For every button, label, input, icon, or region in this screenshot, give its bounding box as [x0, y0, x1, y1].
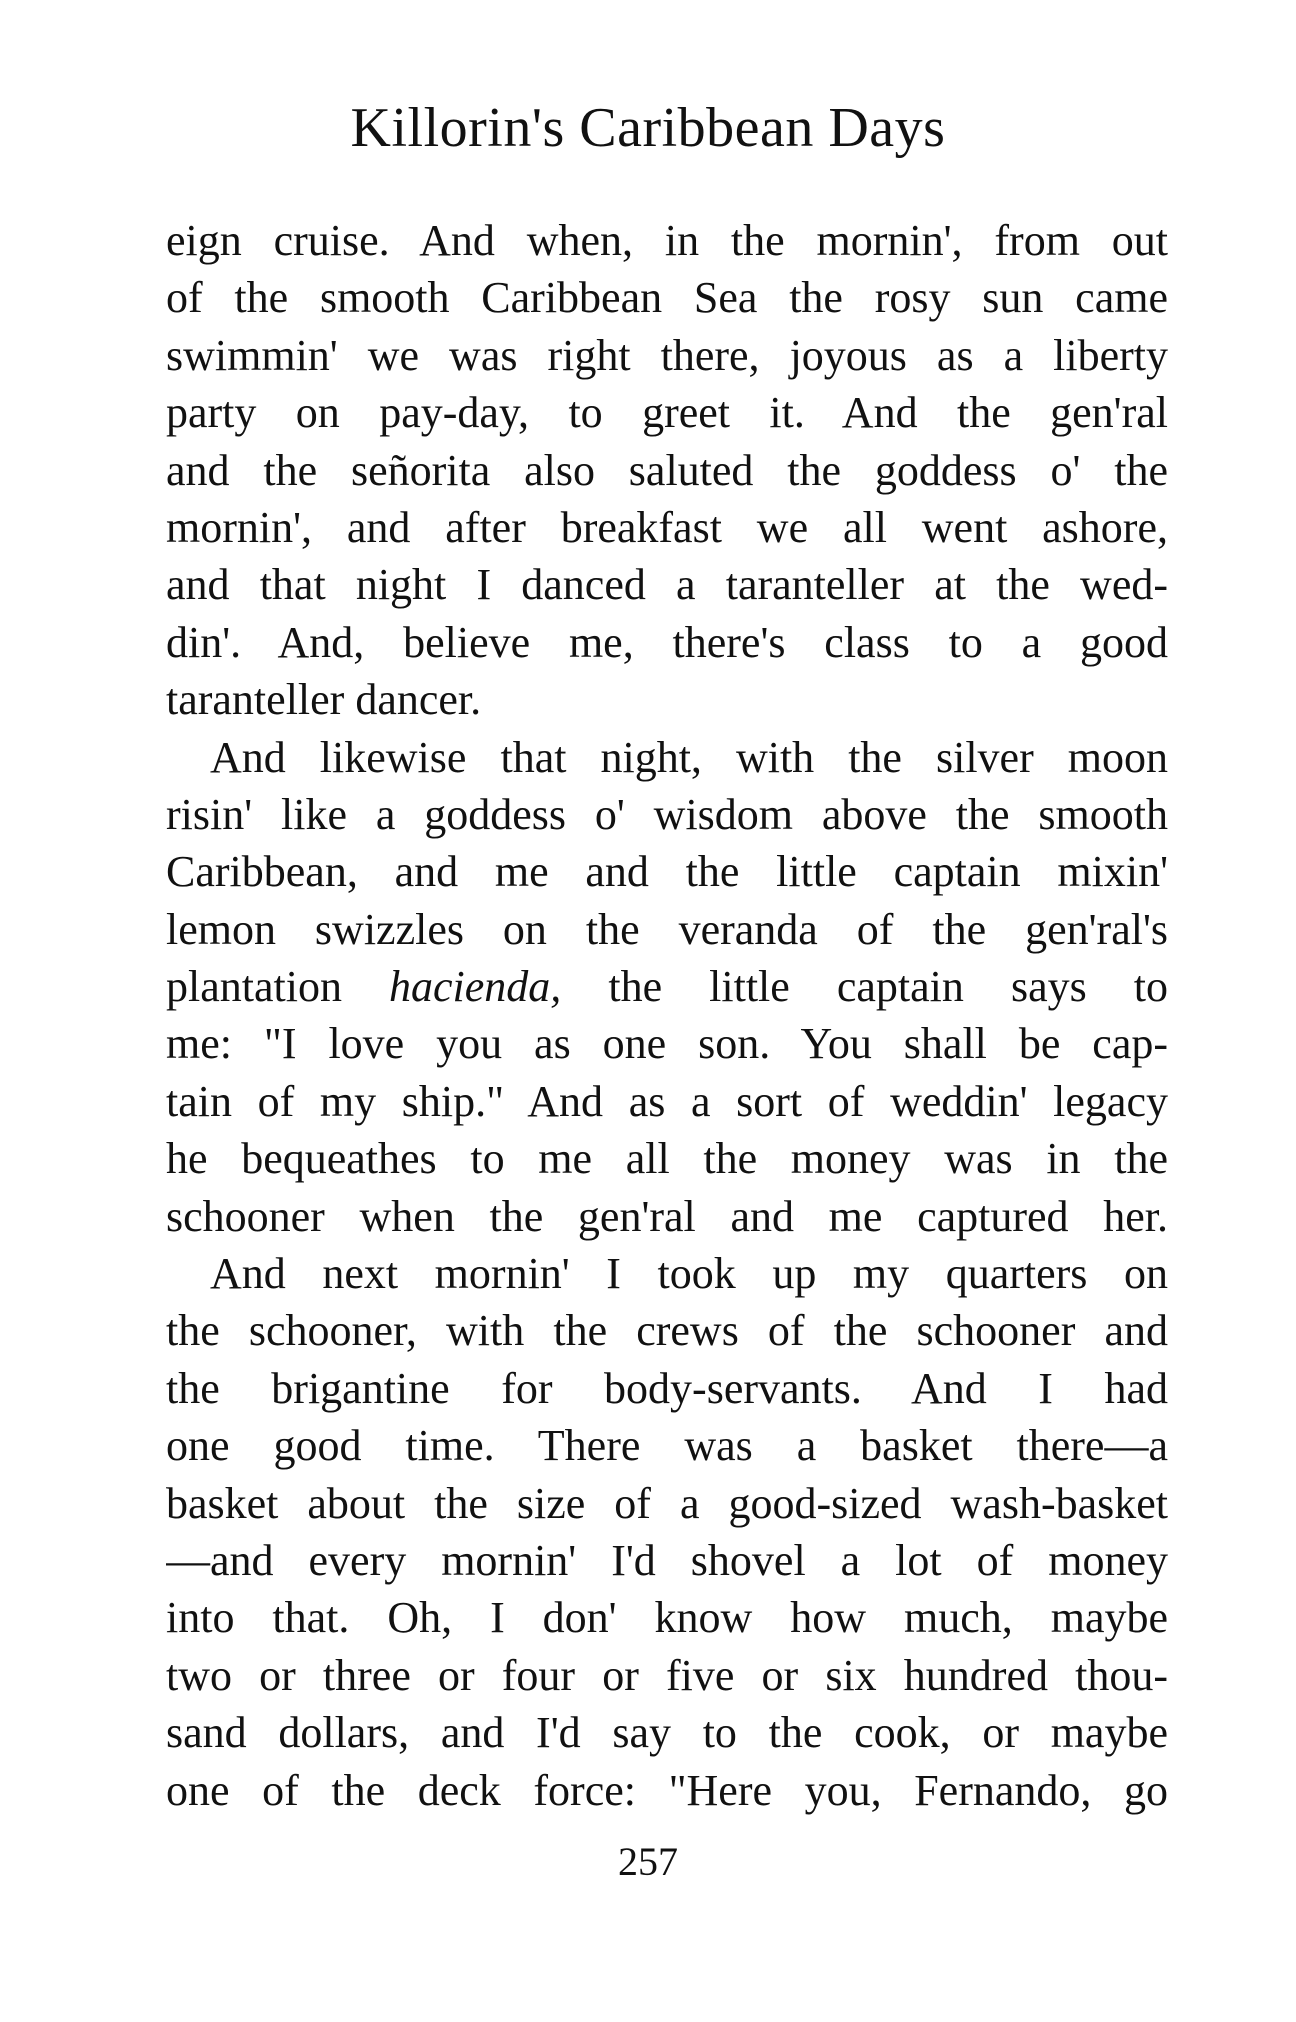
text-line: Caribbean, and me and the little captain mixin' [166, 847, 1168, 897]
text-segment: plantation [166, 962, 390, 1012]
text-line: the brigantine for body-servants. And I had [166, 1363, 1168, 1413]
text-line: And likewise that night, with the silver moon [210, 732, 1168, 782]
text-line: the schooner, with the crews of the schooner and [166, 1306, 1168, 1356]
body-text [166, 212, 1168, 1819]
text-line: din'. And, believe me, there's class to a good [166, 617, 1168, 667]
text-line: schooner when the gen'ral and me captured her. [166, 1191, 1168, 1241]
running-head: Killorin's Caribbean Days [350, 97, 946, 159]
text-line: and the señorita also saluted the goddess o' the [166, 445, 1168, 495]
text-line: tain of my ship." And as a sort of weddin' legacy [166, 1076, 1168, 1126]
text-line: he bequeathes to me all the money was in the [166, 1134, 1168, 1184]
text-line: and that night I danced a taranteller at the wed- [166, 560, 1168, 610]
text-line: two or three or four or five or six hundred thou- [166, 1650, 1168, 1700]
text-line: basket about the size of a good-sized wash-basket [166, 1478, 1168, 1528]
text-line: —and every mornin' I'd shovel a lot of money [166, 1535, 1168, 1585]
italic-word: hacienda, [389, 962, 562, 1012]
text-line: one good time. There was a basket there—a [166, 1421, 1168, 1471]
text-line: mornin', and after breakfast we all went ashore, [166, 502, 1168, 552]
text-line: into that. Oh, I don' know how much, maybe [166, 1593, 1168, 1643]
text-line: lemon swizzles on the veranda of the gen'ral's [166, 904, 1168, 954]
text-line: swimmin' we was right there, joyous as a liberty [166, 330, 1168, 380]
text-line: one of the deck force: "Here you, Fernando, go [166, 1765, 1168, 1815]
text-line: of the smooth Caribbean Sea the rosy sun came [166, 273, 1168, 323]
text-line: taranteller dancer. [166, 675, 482, 725]
text-line: risin' like a goddess o' wisdom above the smooth [166, 789, 1168, 839]
text-line: party on pay-day, to greet it. And the gen'ral [166, 388, 1168, 438]
text-segment: the little captain says to [561, 962, 1168, 1012]
page-number: 257 [618, 1839, 678, 1884]
text-line: me: "I love you as one son. You shall be cap- [166, 1019, 1168, 1069]
text-line: eign cruise. And when, in the mornin', from out [166, 216, 1168, 265]
text-line: And next mornin' I took up my quarters on [210, 1249, 1168, 1299]
text-line-with-italic [166, 958, 1168, 1015]
text-line: sand dollars, and I'd say to the cook, or maybe [166, 1708, 1168, 1758]
